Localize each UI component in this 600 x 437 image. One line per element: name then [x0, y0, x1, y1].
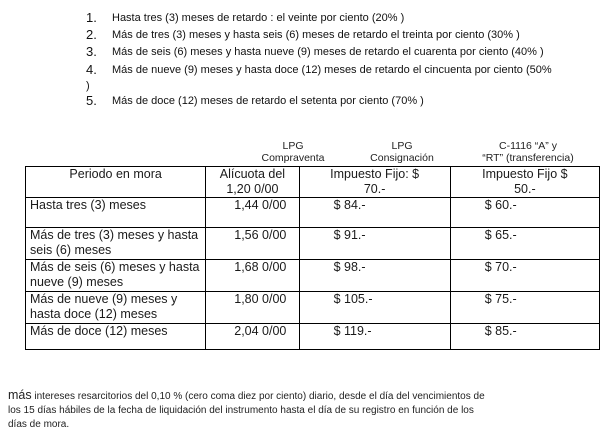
table-row	[26, 228, 600, 260]
list-text: Más de seis (6) meses y hasta nueve (9) meses de retardo el cuarenta por ciento (40% )	[112, 46, 544, 58]
header-alicuota: Alícuota del 1,20 0/00	[206, 167, 299, 198]
cell-transferencia: $ 60.-	[450, 198, 599, 228]
penalty-table	[25, 166, 600, 350]
cell-transferencia: $ 70.-	[450, 260, 599, 292]
cell-transferencia: $ 85.-	[450, 324, 599, 350]
list-number: 4.	[86, 62, 97, 77]
list-number: 1.	[86, 10, 97, 25]
cell-rate: 1,56 0/00	[206, 228, 299, 260]
list-text: Hasta tres (3) meses de retardo : el veinte por ciento (20% )	[112, 12, 405, 24]
cell-transferencia: $ 75.-	[450, 292, 599, 324]
footnote-line: días de mora.	[8, 419, 70, 430]
cell-consignacion: $ 119.-	[299, 324, 450, 350]
list-number: 3.	[86, 44, 97, 59]
footnote-line: más intereses resarcitorios del 0,10 % (cero coma diez por ciento) diario, desde el día del vencimientos de	[8, 388, 485, 402]
footnote	[8, 388, 592, 432]
table-row	[26, 324, 600, 350]
footnote-lead: más	[8, 388, 32, 402]
list-text: Más de doce (12) meses de retardo el setenta por ciento (70% )	[112, 95, 424, 107]
table-row	[26, 198, 600, 228]
list-text: Más de nueve (9) meses y hasta doce (12) meses de retardo el cincuenta por ciento (50%	[112, 64, 552, 76]
cell-period: Más de nueve (9) meses y hasta doce (12) meses	[26, 292, 206, 324]
cell-period: Más de doce (12) meses	[26, 324, 206, 350]
cell-consignacion: $ 98.-	[299, 260, 450, 292]
cell-rate: 2,04 0/00	[206, 324, 299, 350]
cell-consignacion: $ 84.-	[299, 198, 450, 228]
cell-period: Más de seis (6) meses y hasta nueve (9) meses	[26, 260, 206, 292]
column-header-transferencia: C-1116 “A” y “RT” (transferencia)	[482, 140, 574, 164]
header-impuesto-transferencia: Impuesto Fijo $ 50.-	[450, 167, 599, 198]
cell-consignacion: $ 91.-	[299, 228, 450, 260]
table-row	[26, 292, 600, 324]
cell-rate: 1,80 0/00	[206, 292, 299, 324]
table-header-row	[26, 167, 600, 198]
header-periodo: Periodo en mora	[26, 167, 206, 198]
cell-consignacion: $ 105.-	[299, 292, 450, 324]
cell-rate: 1,68 0/00	[206, 260, 299, 292]
cell-period: Hasta tres (3) meses	[26, 198, 206, 228]
cell-rate: 1,44 0/00	[206, 198, 299, 228]
list-continuation: )	[86, 80, 90, 92]
list-text: Más de tres (3) meses y hasta seis (6) meses de retardo el treinta por ciento (30% )	[112, 29, 520, 41]
column-header-compraventa: LPG Compraventa	[261, 140, 325, 164]
cell-period: Más de tres (3) meses y hasta seis (6) meses	[26, 228, 206, 260]
header-impuesto-consignacion: Impuesto Fijo: $ 70.-	[299, 167, 450, 198]
cell-transferencia: $ 65.-	[450, 228, 599, 260]
table-row	[26, 260, 600, 292]
list-number: 2.	[86, 27, 97, 42]
column-header-consignacion: LPG Consignación	[370, 140, 434, 164]
list-number: 5.	[86, 93, 97, 108]
footnote-line: los 15 días hábiles de la fecha de liquidación del instrumento hasta el día de su registro en función de los	[8, 405, 474, 416]
